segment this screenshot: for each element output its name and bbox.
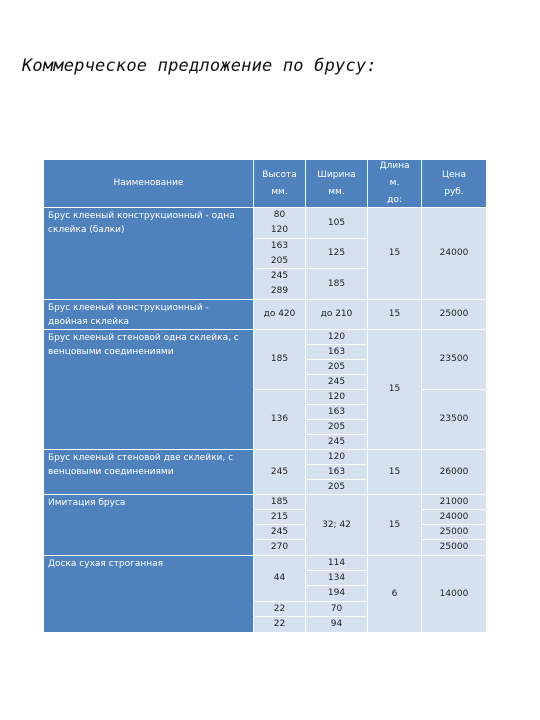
width-cell: 163 [306,465,367,479]
price-cell: 21000 [422,495,486,509]
width-cell: 205 [306,360,367,374]
length-cell: 15 [368,450,421,494]
width-cell: 120 [306,450,367,464]
header-name-label: Наименование [113,178,184,188]
height-cell: 185 [254,495,305,509]
price-cell: 23500 [422,390,486,449]
width-cell: 114 [306,556,367,570]
height-cell: 22 [254,602,305,616]
product-name: Доска сухая строганная [44,556,253,632]
price-table [44,160,486,632]
length-cell: 15 [368,300,421,329]
height-cell: 44 [254,556,305,601]
price-cell: 14000 [422,556,486,632]
height-cell: 245 289 [254,269,305,299]
price-cell: 23500 [422,330,486,389]
product-name: Брус клееный стеновой две склейки, с венцовыми соединениями [44,450,253,494]
height-cell: 215 [254,510,305,524]
header-height: Высота мм. [254,160,305,207]
price-cell: 24000 [422,208,486,299]
height-cell: 22 [254,617,305,632]
price-cell: 26000 [422,450,486,494]
height-cell: 136 [254,390,305,449]
length-cell: 15 [368,208,421,299]
width-cell: 245 [306,435,367,449]
product-name: Брус клееный конструкционный - одна склейка (балки) [44,208,253,299]
width-cell: 70 [306,602,367,616]
width-cell: 125 [306,239,367,268]
height-cell: 245 [254,450,305,494]
header-width: Ширина мм. [306,160,367,207]
width-cell: 32; 42 [306,495,367,555]
width-cell: 245 [306,375,367,389]
width-cell: 185 [306,269,367,299]
width-cell: 205 [306,420,367,434]
width-cell: 94 [306,617,367,632]
height-cell: 270 [254,540,305,555]
height-cell: 245 [254,525,305,539]
price-cell: 25000 [422,540,486,555]
product-name: Брус клееный стеновой одна склейка, с венцовыми соединениями [44,330,253,449]
width-cell: 194 [306,586,367,601]
product-name: Имитация бруса [44,495,253,555]
height-cell: 163 205 [254,239,305,268]
price-cell: 24000 [422,510,486,524]
length-cell: 15 [368,330,421,449]
height-cell: до 420 [254,300,305,329]
width-cell: 134 [306,571,367,585]
length-cell: 6 [368,556,421,632]
width-cell: 163 [306,345,367,359]
product-name: Брус клееный конструкционный - двойная склейка [44,300,253,329]
header-name [44,160,253,207]
header-price: Цена руб. [422,160,486,207]
width-cell: 163 [306,405,367,419]
header-length: Длина м. до: [368,160,421,207]
price-cell: 25000 [422,525,486,539]
width-cell: 120 [306,390,367,404]
page-title: Коммерческое предложение по брусу: [22,56,377,76]
width-cell: до 210 [306,300,367,329]
length-cell: 15 [368,495,421,555]
width-cell: 105 [306,208,367,238]
height-cell: 80 120 [254,208,305,238]
width-cell: 205 [306,480,367,494]
height-cell: 185 [254,330,305,389]
price-cell: 25000 [422,300,486,329]
width-cell: 120 [306,330,367,344]
